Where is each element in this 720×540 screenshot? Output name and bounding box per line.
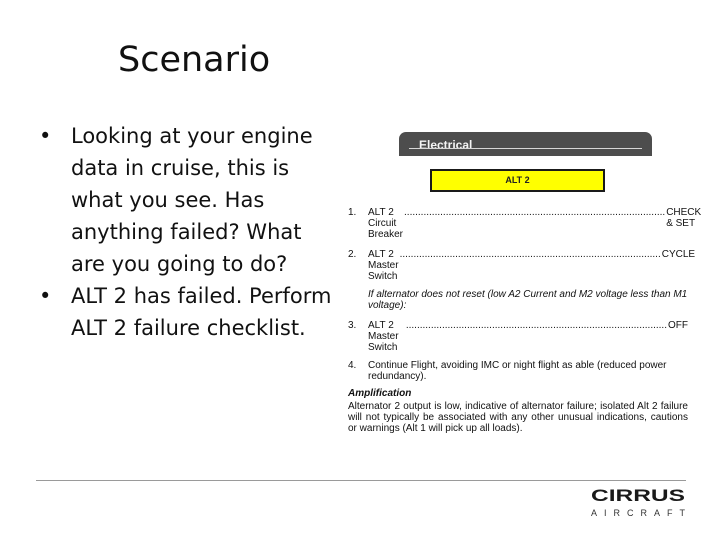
bullet-dot: • bbox=[39, 284, 52, 308]
amplification-text: Alternator 2 output is low, indicative of alternator failure; isolated Alt 2 failure will not typically be associated with any other unusual indications, cautions or warnings (Alt 1 will pick up all loads). bbox=[348, 401, 688, 434]
step-item: ALT 2 Master Switch bbox=[368, 249, 399, 282]
step-number: 2. bbox=[348, 249, 357, 260]
panel-strip bbox=[409, 148, 642, 156]
bullet-list bbox=[36, 120, 336, 344]
step-action: CHECK & SET bbox=[666, 207, 702, 229]
cirrus-aircraft-logo bbox=[588, 485, 688, 521]
step-number: 3. bbox=[348, 320, 357, 331]
bullet-text: ALT 2 has failed. Perform ALT 2 failure checklist. bbox=[71, 284, 332, 340]
checklist-step bbox=[348, 207, 702, 240]
bullet-dot: • bbox=[39, 124, 52, 148]
alt2-alert-annunciator: ALT 2 bbox=[430, 169, 605, 192]
leader-dots: .............................................................................................. bbox=[405, 320, 667, 331]
slide-title: Scenario bbox=[118, 40, 271, 80]
logo-subtitle: AIRCRAFT bbox=[591, 508, 685, 518]
checklist-note: If alternator does not reset (low A2 Current and M2 voltage less than M1 voltage): bbox=[368, 289, 688, 311]
leader-dots: .............................................................................................. bbox=[404, 207, 666, 218]
step-item: ALT 2 Master Switch bbox=[368, 320, 399, 353]
step-item: ALT 2 Circuit Breaker bbox=[368, 207, 404, 240]
bullet-item bbox=[36, 120, 336, 280]
footer-divider bbox=[36, 480, 686, 481]
amplification-heading: Amplification bbox=[348, 388, 412, 399]
step-action: OFF bbox=[668, 320, 688, 331]
bullet-item bbox=[36, 280, 336, 344]
step-action: CYCLE bbox=[661, 249, 696, 260]
panel-title: Electrical bbox=[419, 138, 473, 152]
bullet-text: Looking at your engine data in cruise, this is what you see. Has anything failed? What are you going to do? bbox=[71, 124, 313, 276]
step-number: 1. bbox=[348, 207, 357, 218]
step-number: 4. bbox=[348, 360, 357, 371]
electrical-panel-header bbox=[399, 132, 652, 156]
checklist-step bbox=[348, 320, 688, 353]
checklist-step bbox=[348, 360, 688, 382]
step-item: Continue Flight, avoiding IMC or night flight as able (reduced power redundancy). bbox=[368, 360, 667, 382]
alt2-failure-checklist bbox=[348, 207, 702, 434]
checklist-step bbox=[348, 249, 696, 282]
logo-wordmark: CIRRUS bbox=[591, 486, 685, 505]
leader-dots: .............................................................................................. bbox=[399, 249, 661, 260]
